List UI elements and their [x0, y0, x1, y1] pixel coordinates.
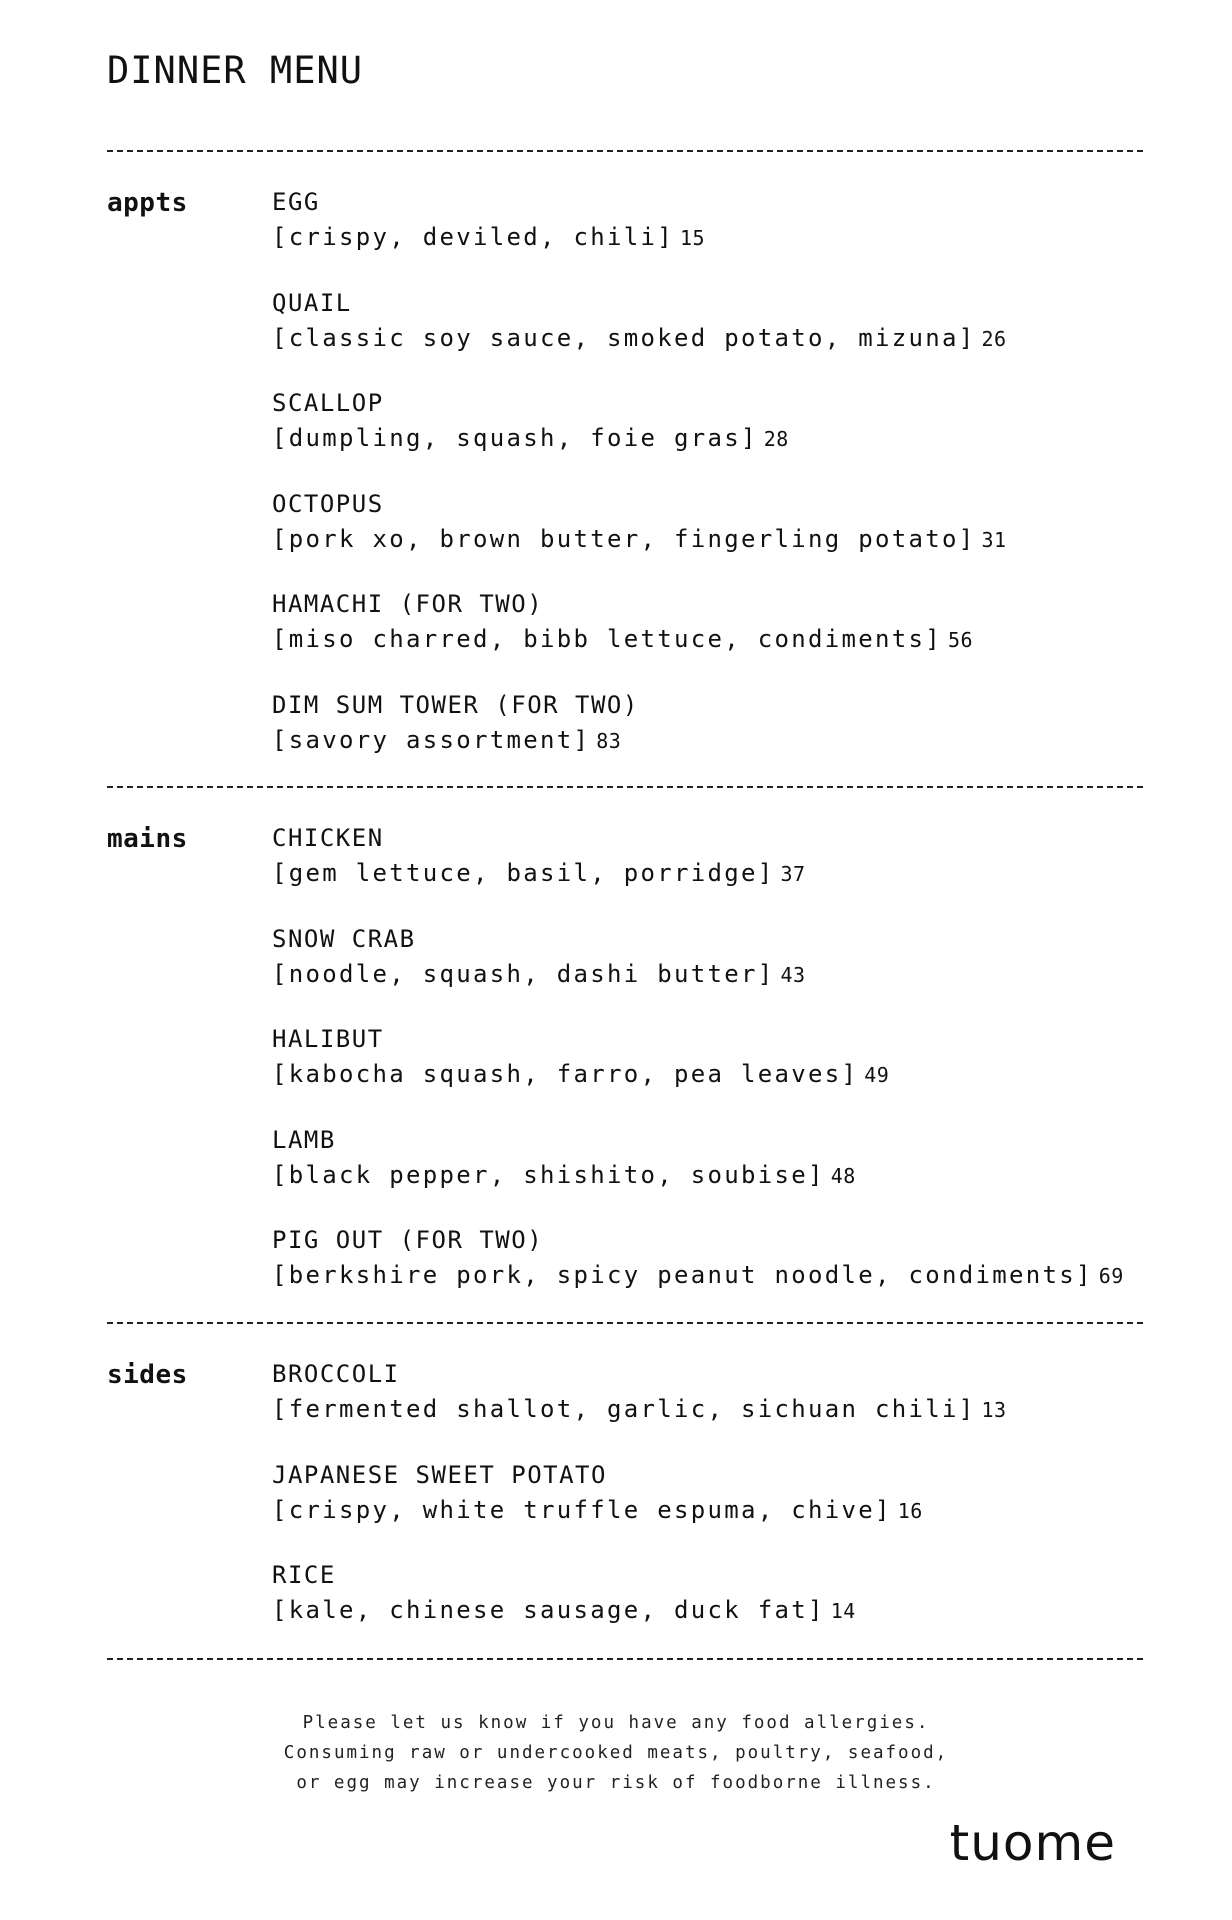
item-price: 15 — [679, 226, 706, 250]
item-name: HALIBUT — [272, 1025, 384, 1053]
item-price: 13 — [981, 1398, 1007, 1422]
item-description: [crispy, white truffle espuma, chive] — [272, 1495, 892, 1524]
menu-item — [272, 190, 1172, 291]
item-description: [kale, chinese sausage, duck fat] — [272, 1596, 825, 1624]
item-name: DIM SUM TOWER (FOR TWO) — [272, 690, 639, 719]
item-price: 16 — [897, 1498, 923, 1523]
item-name: BROCCOLI — [272, 1360, 400, 1388]
item-description: [crispy, deviled, chili] — [272, 223, 674, 251]
item-name: PIG OUT (FOR TWO) — [272, 1226, 544, 1254]
item-name: HAMACHI (FOR TWO) — [272, 590, 544, 618]
section-label: mains — [107, 824, 188, 854]
item-list — [272, 826, 1172, 1329]
brand-wordmark: tuome — [949, 1814, 1116, 1872]
item-name: QUAIL — [272, 288, 352, 317]
item-name: CHICKEN — [272, 824, 384, 852]
item-description: [black pepper, shishito, soubise] — [272, 1160, 825, 1189]
item-list — [272, 190, 1172, 793]
menu-item — [272, 1563, 1172, 1664]
item-description: [kabocha squash, farro, pea leaves] — [272, 1060, 859, 1088]
item-price: 31 — [981, 527, 1007, 552]
allergy-notice — [0, 1708, 1232, 1798]
item-description-line — [272, 1397, 1172, 1421]
item-name: SCALLOP — [272, 389, 384, 417]
menu-item — [272, 1362, 1172, 1463]
item-price: 83 — [596, 728, 622, 753]
notice-line: or egg may increase your risk of foodborne illness. — [296, 1773, 936, 1793]
menu-item — [272, 1027, 1172, 1128]
item-description: [pork xo, brown butter, fingerling potato] — [272, 524, 976, 553]
item-price: 43 — [780, 962, 806, 987]
item-description-line — [272, 426, 1172, 450]
menu-item — [272, 1228, 1172, 1329]
item-description: [miso charred, bibb lettuce, condiments] — [272, 625, 942, 653]
item-description-line — [272, 959, 1172, 988]
menu-item — [272, 924, 1172, 1028]
item-description-line — [272, 1598, 1172, 1622]
section-label: sides — [107, 1360, 188, 1390]
item-description: [berkshire pork, spicy peanut noodle, condiments] — [272, 1261, 1093, 1289]
menu-item — [272, 489, 1172, 593]
divider — [107, 786, 1143, 788]
item-price: 26 — [981, 326, 1007, 351]
menu-title: DINNER MENU — [107, 49, 364, 92]
menu-item — [272, 826, 1172, 927]
item-description-line — [272, 524, 1172, 553]
notice-line: Consuming raw or undercooked meats, poultry, seafood, — [283, 1743, 949, 1763]
item-price: 69 — [1098, 1264, 1124, 1288]
item-description: [savory assortment] — [272, 725, 591, 754]
item-description-line — [272, 1495, 1172, 1524]
menu-item — [272, 1125, 1172, 1229]
notice-line: Please let us know if you have any food allergies. — [302, 1713, 930, 1733]
item-description-line — [272, 323, 1172, 352]
item-name: RICE — [272, 1561, 336, 1589]
divider — [107, 1322, 1143, 1324]
item-description: [classic soy sauce, smoked potato, mizuna] — [272, 323, 976, 352]
item-description-line — [272, 725, 1172, 754]
item-name: LAMB — [272, 1125, 336, 1154]
item-price: 56 — [947, 628, 974, 652]
item-description-line — [272, 1263, 1172, 1287]
item-description-line — [272, 225, 1172, 249]
item-list — [272, 1362, 1172, 1664]
menu-item — [272, 1460, 1172, 1564]
item-description-line — [272, 861, 1172, 885]
menu-item — [272, 592, 1172, 693]
menu-item — [272, 690, 1172, 794]
section-label: appts — [107, 188, 188, 218]
item-price: 28 — [763, 427, 789, 451]
item-price: 49 — [864, 1063, 890, 1087]
item-description: [dumpling, squash, foie gras] — [272, 424, 758, 452]
item-description: [noodle, squash, dashi butter] — [272, 959, 775, 988]
item-name: SNOW CRAB — [272, 924, 416, 953]
item-name: OCTOPUS — [272, 489, 384, 518]
item-price: 14 — [830, 1599, 856, 1623]
item-description-line — [272, 1160, 1172, 1189]
item-description: [fermented shallot, garlic, sichuan chili] — [272, 1395, 976, 1423]
menu-item — [272, 391, 1172, 492]
item-description-line — [272, 1062, 1172, 1086]
item-description-line — [272, 627, 1172, 651]
divider — [107, 150, 1143, 152]
item-price: 48 — [830, 1163, 856, 1188]
menu-item — [272, 288, 1172, 392]
item-name: EGG — [272, 188, 320, 216]
divider — [107, 1658, 1143, 1660]
item-price: 37 — [780, 862, 806, 886]
item-name: JAPANESE SWEET POTATO — [272, 1460, 607, 1489]
item-description: [gem lettuce, basil, porridge] — [272, 859, 775, 887]
